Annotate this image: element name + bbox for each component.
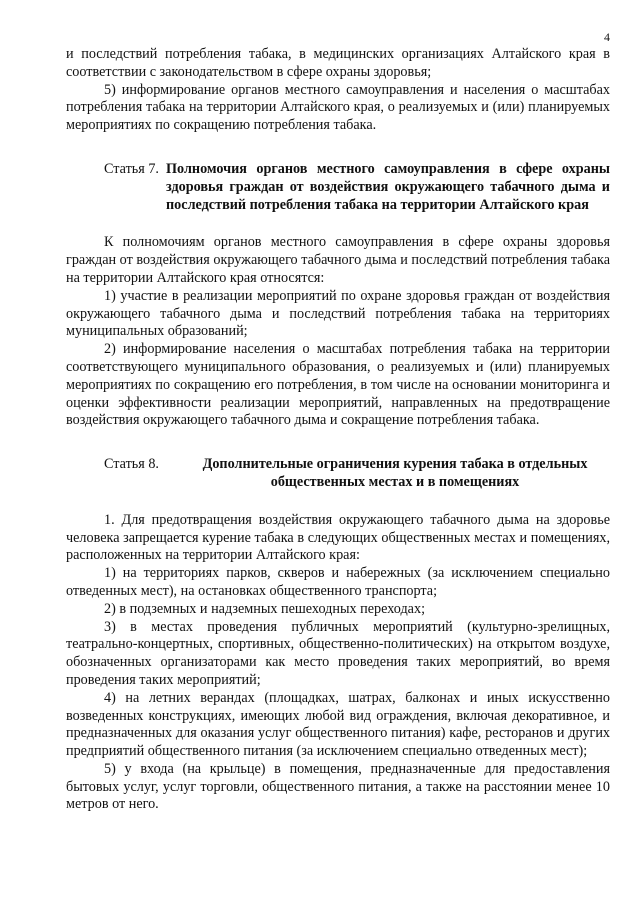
- article-8-label: Статья 8.: [104, 456, 159, 473]
- paragraph-continuation: и последствий потребления табака, в медицинских организациях Алтайского края в соответствии с законодательством в сфере охраны здоровья;: [66, 46, 610, 80]
- article-7-item-1: 1) участие в реализации мероприятий по охране здоровья граждан от воздействия окружающего табачного дыма и последствий потребления табака на территориях муниципальных образований;: [66, 287, 610, 340]
- article-8-item-1: 1) на территориях парков, скверов и набережных (за исключением специально отведенных мест), на остановках общественного транспорта;: [66, 565, 610, 599]
- article-7-heading: [66, 161, 610, 214]
- paragraph-item-5: 5) информирование органов местного самоуправления и населения о масштабах потребления табака на территории Алтайского края, о реализуемых и (или) планируемых мероприятиях по сокращению потребления табака.: [66, 81, 610, 134]
- article-8-item-5: 5) у входа (на крыльце) в помещения, предназначенные для предоставления бытовых услуг, услуг торговли, общественного питания, а также на расстоянии менее 10 метров от него.: [66, 760, 610, 813]
- article-8-item-4: 4) на летних верандах (площадках, шатрах, балконах и иных искусственно возведенных конструкциях, имеющих любой вид ограждения, включая декоративное, и предназначенных для оказания услуг общественного питания) кафе, ресторанов и других предприятий общественного питания (за исключением специально отведенных мест);: [66, 689, 610, 760]
- document-body: [66, 46, 610, 814]
- article-7-item-2: 2) информирование населения о масштабах потребления табака на территории соответствующего муниципального образования, о реализуемых и (или) планируемых мероприятиях по сокращению его потребления, в том числе на основании мониторинга и оценки эффективности реализации мероприятий, направленных на предотвращение воздействия окружающего табачного дыма и сокращение потребления табака.: [66, 341, 610, 429]
- article-8-heading: [66, 456, 610, 492]
- article-8-part-1: 1. Для предотвращения воздействия окружающего табачного дыма на здоровье человека запрещается курение табака в следующих общественных местах и помещениях, расположенных на территории Алтайского края:: [66, 511, 610, 564]
- article-7-label: Статья 7.: [104, 160, 159, 177]
- article-8-item-3: 3) в местах проведения публичных мероприятий (культурно-зрелищных, театрально-концертных, спортивных, общественно-политических) на открытом воздухе, обозначенных организаторами как место проведения таких мероприятий, во время проведения таких мероприятий;: [66, 618, 610, 688]
- article-8-item-2: 2) в подземных и надземных пешеходных переходах;: [104, 600, 426, 617]
- article-8-title: Дополнительные ограничения курения табака в отдельных общественных местах и в помещениях: [202, 456, 588, 490]
- article-7-intro: К полномочиям органов местного самоуправления в сфере охраны здоровья граждан от воздействия окружающего табачного дыма и последствий потребления табака на территории Алтайского края относятся:: [66, 234, 610, 286]
- page-number: 4: [604, 30, 610, 44]
- article-7-title: Полномочия органов местного самоуправления в сфере охраны здоровья граждан от воздействия окружающего табачного дыма и последствий потребления табака на территории Алтайского края: [166, 160, 610, 213]
